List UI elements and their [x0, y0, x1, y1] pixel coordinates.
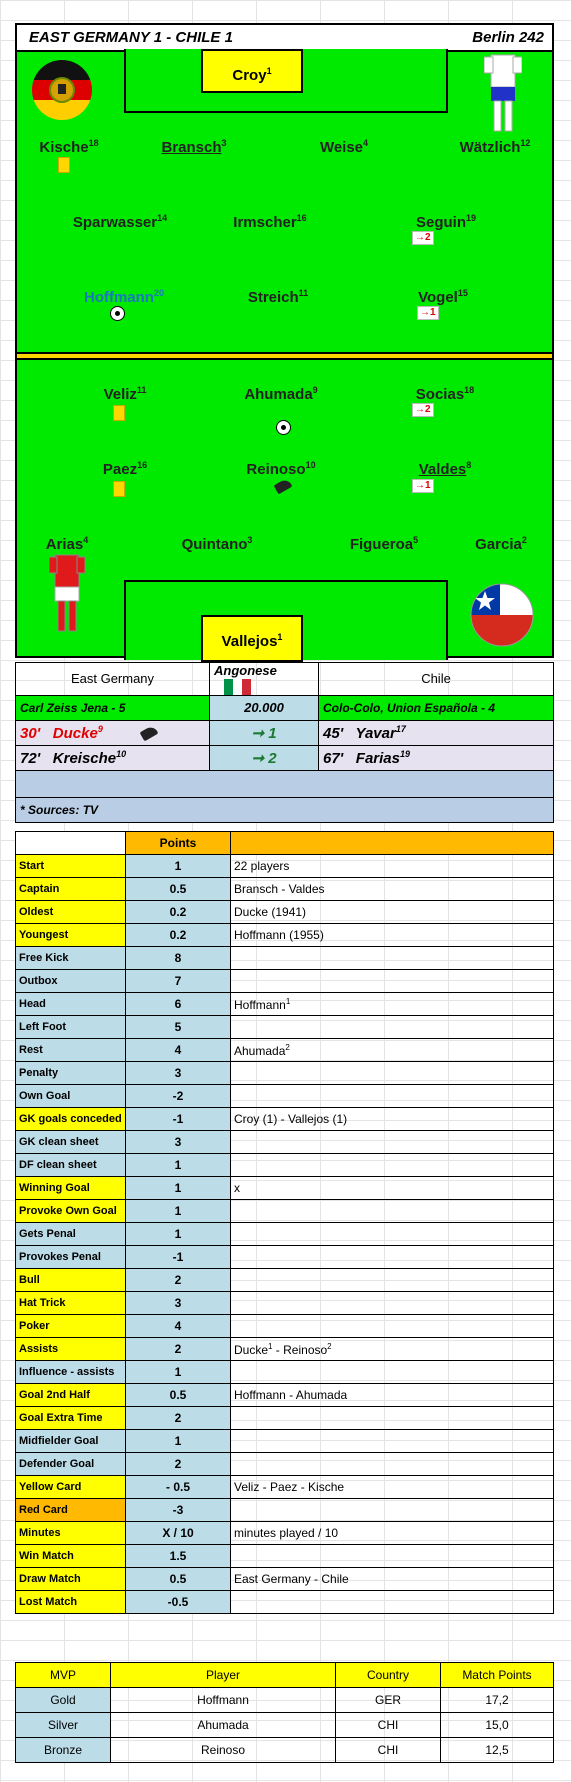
player-reinoso: Reinoso$^{10}$: [246, 460, 316, 478]
points-label: Influence - assists: [16, 1361, 126, 1384]
points-value: 1: [126, 1200, 231, 1223]
points-value: 7: [126, 970, 231, 993]
points-value: 0.2: [126, 901, 231, 924]
points-note: [231, 1430, 554, 1453]
points-row: [16, 1453, 554, 1476]
east-germany-kit-icon: [49, 553, 85, 645]
points-row: [16, 855, 554, 878]
home-goal-row: 30' Ducke$^9$: [16, 720, 210, 745]
goal-ball-icon: [110, 306, 125, 321]
home-team: East Germany: [16, 663, 210, 696]
points-row: [16, 1591, 554, 1614]
mvp-medal: Bronze: [16, 1738, 111, 1763]
points-label: Assists: [16, 1338, 126, 1361]
bottom-goalkeeper: Vallejos$^1$: [201, 615, 303, 662]
points-value: 2: [126, 1338, 231, 1361]
points-value: -1: [126, 1108, 231, 1131]
points-note: minutes played / 10: [231, 1522, 554, 1545]
points-table: [15, 831, 554, 1614]
points-row: [16, 1269, 554, 1292]
points-note: Ahumada$^2$: [231, 1039, 554, 1062]
points-label: Gets Penal: [16, 1223, 126, 1246]
points-note: Ducke (1941): [231, 901, 554, 924]
points-row: [16, 1246, 554, 1269]
points-row: [16, 1476, 554, 1499]
points-value: 5: [126, 1016, 231, 1039]
points-value: 1: [126, 1154, 231, 1177]
away-team: Chile: [319, 663, 554, 696]
away-clubs: Colo-Colo, Union Española - 4: [319, 695, 554, 720]
chile-kit-icon: [484, 53, 522, 143]
points-label: Oldest: [16, 901, 126, 924]
points-row: [16, 1062, 554, 1085]
points-label: GK goals conceded: [16, 1108, 126, 1131]
mvp-table: [15, 1662, 554, 1763]
yellow-card-icon: [113, 481, 125, 497]
player-vogel: Vogel$^{15}$: [418, 288, 468, 306]
points-value: 1.5: [126, 1545, 231, 1568]
away-sub-row-1: 45' Yavar$^{17}$: [319, 720, 554, 745]
points-note: [231, 1591, 554, 1614]
points-row: [16, 1223, 554, 1246]
player-header: Player: [111, 1663, 336, 1688]
home-sub-row-2: 72' Kreische$^{10}$: [16, 745, 210, 770]
mvp-points: 12,5: [441, 1738, 554, 1763]
sources: * Sources: TV: [16, 797, 554, 822]
points-value: -3: [126, 1499, 231, 1522]
points-row: [16, 1384, 554, 1407]
match-info-table: [15, 662, 554, 823]
points-value: 1: [126, 1177, 231, 1200]
points-row: [16, 924, 554, 947]
match-title-bar: [17, 25, 552, 52]
points-label: Lost Match: [16, 1591, 126, 1614]
mvp-player: Reinoso: [111, 1738, 336, 1763]
points-row: [16, 1315, 554, 1338]
player-ahumada: Ahumada$^9$: [244, 385, 318, 403]
player-socias: Socias$^{18}$: [415, 385, 475, 403]
points-note: [231, 1453, 554, 1476]
player-streich: Streich$^{11}$: [247, 288, 309, 306]
points-label: Red Card: [16, 1499, 126, 1522]
attendance: 20.000: [210, 695, 319, 720]
player-weise: Weise$^4$: [319, 138, 369, 156]
points-label: Winning Goal: [16, 1177, 126, 1200]
top-goalkeeper: Croy$^1$: [201, 49, 303, 93]
points-row: [16, 947, 554, 970]
player-seguin: Seguin$^{19}$: [415, 213, 477, 231]
points-label: Defender Goal: [16, 1453, 126, 1476]
points-note: [231, 1154, 554, 1177]
points-value: 1: [126, 1430, 231, 1453]
points-value: 1: [126, 855, 231, 878]
mvp-country: GER: [336, 1688, 441, 1713]
points-row: [16, 901, 554, 924]
points-row: [16, 1131, 554, 1154]
points-value: 0.2: [126, 924, 231, 947]
player-garcia: Garcia$^2$: [475, 535, 527, 553]
points-note: x: [231, 1177, 554, 1200]
points-note: [231, 1016, 554, 1039]
points-value: 8: [126, 947, 231, 970]
points-label: Minutes: [16, 1522, 126, 1545]
points-value: -2: [126, 1085, 231, 1108]
points-row: [16, 1200, 554, 1223]
points-row: [16, 1177, 554, 1200]
points-note: [231, 1545, 554, 1568]
points-label: DF clean sheet: [16, 1154, 126, 1177]
points-note: [231, 1361, 554, 1384]
points-header: Points: [126, 832, 231, 855]
sub-out-marker: →2: [412, 231, 434, 245]
points-note: [231, 1085, 554, 1108]
points-label: Penalty: [16, 1062, 126, 1085]
points-value: X / 10: [126, 1522, 231, 1545]
points-note: [231, 1062, 554, 1085]
points-label: Draw Match: [16, 1568, 126, 1591]
sub-out-marker: →1: [412, 479, 434, 493]
mvp-country: CHI: [336, 1738, 441, 1763]
points-value: 1: [126, 1223, 231, 1246]
points-label: Head: [16, 993, 126, 1016]
yellow-card-icon: [113, 405, 125, 421]
points-value: - 0.5: [126, 1476, 231, 1499]
points-label: Provoke Own Goal: [16, 1200, 126, 1223]
points-value: 2: [126, 1407, 231, 1430]
points-note: [231, 1407, 554, 1430]
match-venue: Berlin 242: [472, 29, 544, 46]
mvp-country: CHI: [336, 1713, 441, 1738]
sub-marker-1: ➞ 1: [210, 720, 319, 745]
mvp-header: MVP: [16, 1663, 111, 1688]
points-label: Youngest: [16, 924, 126, 947]
points-label: Midfielder Goal: [16, 1430, 126, 1453]
blank-row: [16, 770, 554, 797]
points-value: 2: [126, 1269, 231, 1292]
match-title: EAST GERMANY 1 - CHILE 1: [29, 29, 233, 46]
points-note: [231, 1269, 554, 1292]
sub-out-marker: →2: [412, 403, 434, 417]
points-note: [231, 947, 554, 970]
points-label: Win Match: [16, 1545, 126, 1568]
points-note: Bransch - Valdes: [231, 878, 554, 901]
points-value: 2: [126, 1453, 231, 1476]
player-irmscher: Irmscher$^{16}$: [233, 213, 307, 231]
points-note: East Germany - Chile: [231, 1568, 554, 1591]
points-value: -1: [126, 1246, 231, 1269]
points-body: [16, 855, 554, 1614]
country-header: Country: [336, 1663, 441, 1688]
points-label: Rest: [16, 1039, 126, 1062]
points-label: Yellow Card: [16, 1476, 126, 1499]
sub-out-marker: →1: [417, 306, 439, 320]
points-value: 3: [126, 1062, 231, 1085]
chile-flag-icon: [470, 583, 534, 647]
player-veliz: Veliz$^{11}$: [103, 385, 147, 403]
player-watzlich: Wätzlich$^{12}$: [459, 138, 531, 156]
points-note: Croy (1) - Vallejos (1): [231, 1108, 554, 1131]
points-row: [16, 1338, 554, 1361]
points-row: [16, 1292, 554, 1315]
points-note: [231, 1131, 554, 1154]
yellow-card-icon: [58, 157, 70, 173]
points-row: [16, 1545, 554, 1568]
points-row: [16, 1016, 554, 1039]
points-value: 3: [126, 1131, 231, 1154]
points-label: Left Foot: [16, 1016, 126, 1039]
points-row: [16, 1361, 554, 1384]
points-label: Bull: [16, 1269, 126, 1292]
referee-cell: Angonese: [210, 663, 319, 696]
home-clubs: Carl Zeiss Jena - 5: [16, 695, 210, 720]
points-label: GK clean sheet: [16, 1131, 126, 1154]
assist-boot-icon: [140, 724, 159, 741]
notes-header: [231, 832, 554, 855]
points-label: Provokes Penal: [16, 1246, 126, 1269]
east-germany-flag-icon: [31, 59, 93, 121]
points-value: 0.5: [126, 1384, 231, 1407]
points-note: 22 players: [231, 855, 554, 878]
points-note: Hoffmann$^1$: [231, 993, 554, 1016]
mvp-player: Ahumada: [111, 1713, 336, 1738]
away-sub-row-2: 67' Farias$^{19}$: [319, 745, 554, 770]
mvp-points: 15,0: [441, 1713, 554, 1738]
player-kische: Kische$^{18}$: [39, 138, 99, 156]
points-row: [16, 993, 554, 1016]
points-label: Hat Trick: [16, 1292, 126, 1315]
points-row: [16, 1108, 554, 1131]
points-row: [16, 970, 554, 993]
points-note: Ducke$^1$ - Reinoso$^2$: [231, 1338, 554, 1361]
points-note: [231, 1246, 554, 1269]
points-label: Own Goal: [16, 1085, 126, 1108]
points-note: [231, 1200, 554, 1223]
points-row: [16, 1522, 554, 1545]
pitch: [15, 23, 554, 658]
points-label: Captain: [16, 878, 126, 901]
player-hoffmann: Hoffmann$^{20}$: [83, 288, 164, 306]
player-arias: Arias$^4$: [45, 535, 89, 553]
points-label: Poker: [16, 1315, 126, 1338]
points-note: Hoffmann - Ahumada: [231, 1384, 554, 1407]
mvp-medal: Gold: [16, 1688, 111, 1713]
points-value: 0.5: [126, 1568, 231, 1591]
points-value: 0.5: [126, 878, 231, 901]
points-row: [16, 1085, 554, 1108]
halfway-line: [17, 352, 552, 360]
points-row: [16, 1430, 554, 1453]
italy-flag-icon: [224, 679, 251, 695]
points-label: Goal 2nd Half: [16, 1384, 126, 1407]
points-note: [231, 1499, 554, 1522]
points-note: Hoffmann (1955): [231, 924, 554, 947]
player-paez: Paez$^{16}$: [102, 460, 148, 478]
match-points-header: Match Points: [441, 1663, 554, 1688]
player-valdes: Valdes$^8$: [418, 460, 472, 478]
mvp-medal: Silver: [16, 1713, 111, 1738]
points-row: [16, 1499, 554, 1522]
player-quintano: Quintano$^3$: [181, 535, 253, 553]
sub-marker-2: ➞ 2: [210, 745, 319, 770]
points-value: 3: [126, 1292, 231, 1315]
points-header-blank: [16, 832, 126, 855]
player-sparwasser: Sparwasser$^{14}$: [72, 213, 168, 231]
points-row: [16, 1568, 554, 1591]
mvp-points: 17,2: [441, 1688, 554, 1713]
points-note: [231, 1292, 554, 1315]
points-note: [231, 970, 554, 993]
points-label: Goal Extra Time: [16, 1407, 126, 1430]
points-note: Veliz - Paez - Kische: [231, 1476, 554, 1499]
points-note: [231, 1223, 554, 1246]
points-value: -0.5: [126, 1591, 231, 1614]
player-figueroa: Figueroa$^5$: [349, 535, 419, 553]
points-value: 1: [126, 1361, 231, 1384]
points-label: Free Kick: [16, 947, 126, 970]
points-label: Start: [16, 855, 126, 878]
mvp-player: Hoffmann: [111, 1688, 336, 1713]
points-note: [231, 1315, 554, 1338]
points-row: [16, 1154, 554, 1177]
points-row: [16, 1407, 554, 1430]
goal-ball-icon: [276, 420, 291, 435]
player-bransch: Bransch$^3$: [161, 138, 227, 156]
points-label: Outbox: [16, 970, 126, 993]
points-row: [16, 878, 554, 901]
points-value: 6: [126, 993, 231, 1016]
points-value: 4: [126, 1315, 231, 1338]
points-row: [16, 1039, 554, 1062]
points-value: 4: [126, 1039, 231, 1062]
